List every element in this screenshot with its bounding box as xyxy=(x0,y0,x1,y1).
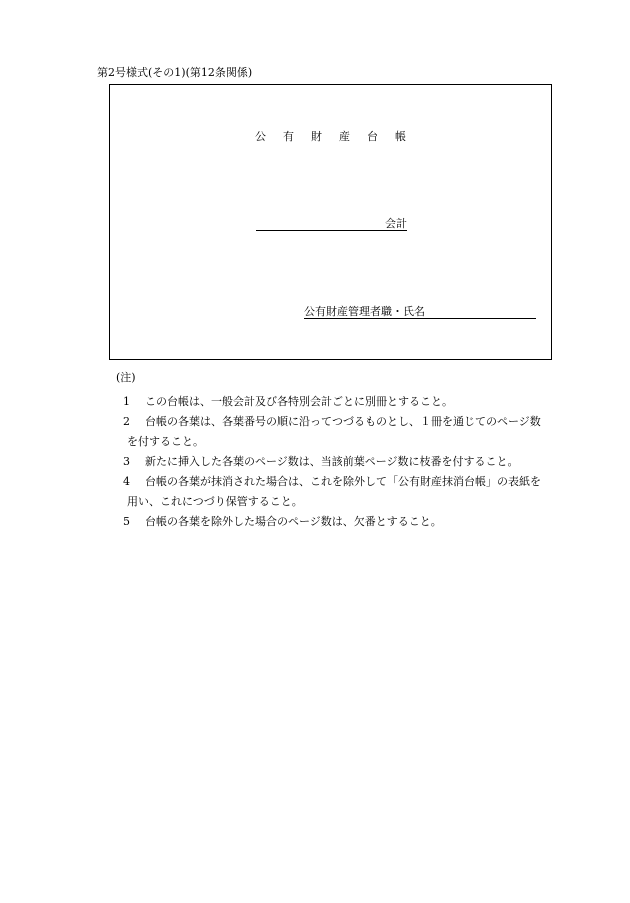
note-text: 台帳の各葉を除外した場合のページ数は、欠番とすること。 xyxy=(145,515,442,528)
note-text-continued: 用い、これにつづり保管すること。 xyxy=(127,495,303,508)
note-number: 5 xyxy=(123,515,130,528)
admin-label: 公有財産管理者職・氏名 xyxy=(304,305,425,318)
ledger-title: 公有財産台帳 xyxy=(255,130,423,143)
note-text-continued: を付すること。 xyxy=(127,435,204,448)
note-number: 2 xyxy=(123,415,130,428)
note-number: 3 xyxy=(123,455,130,468)
note-text: この台帳は、一般会計及び各特別会計ごとに別冊とすること。 xyxy=(145,395,453,408)
account-suffix: 会計 xyxy=(385,217,407,230)
note-number: 4 xyxy=(123,475,130,488)
form-label: 第2号様式(その1)(第12条関係) xyxy=(97,66,253,79)
note-item-5 xyxy=(116,512,576,532)
note-item-3 xyxy=(116,452,576,472)
note-item-1 xyxy=(116,392,576,412)
note-number: 1 xyxy=(123,395,130,408)
note-item-2 xyxy=(116,412,576,452)
note-text: 台帳の各葉が抹消された場合は、これを除外して「公有財産抹消台帳」の表紙を xyxy=(145,475,541,488)
ledger-cover-box xyxy=(109,84,552,360)
note-text: 台帳の各葉は、各葉番号の順に沿ってつづるものとし、１冊を通じてのページ数 xyxy=(145,415,541,428)
note-item-4 xyxy=(116,472,576,512)
notes-section xyxy=(116,371,576,532)
notes-heading: (注) xyxy=(116,371,136,384)
admin-name-field xyxy=(304,305,536,319)
account-name-field xyxy=(256,217,407,231)
note-text: 新たに挿入した各葉のページ数は、当該前葉ページ数に枝番を付すること。 xyxy=(145,455,519,468)
